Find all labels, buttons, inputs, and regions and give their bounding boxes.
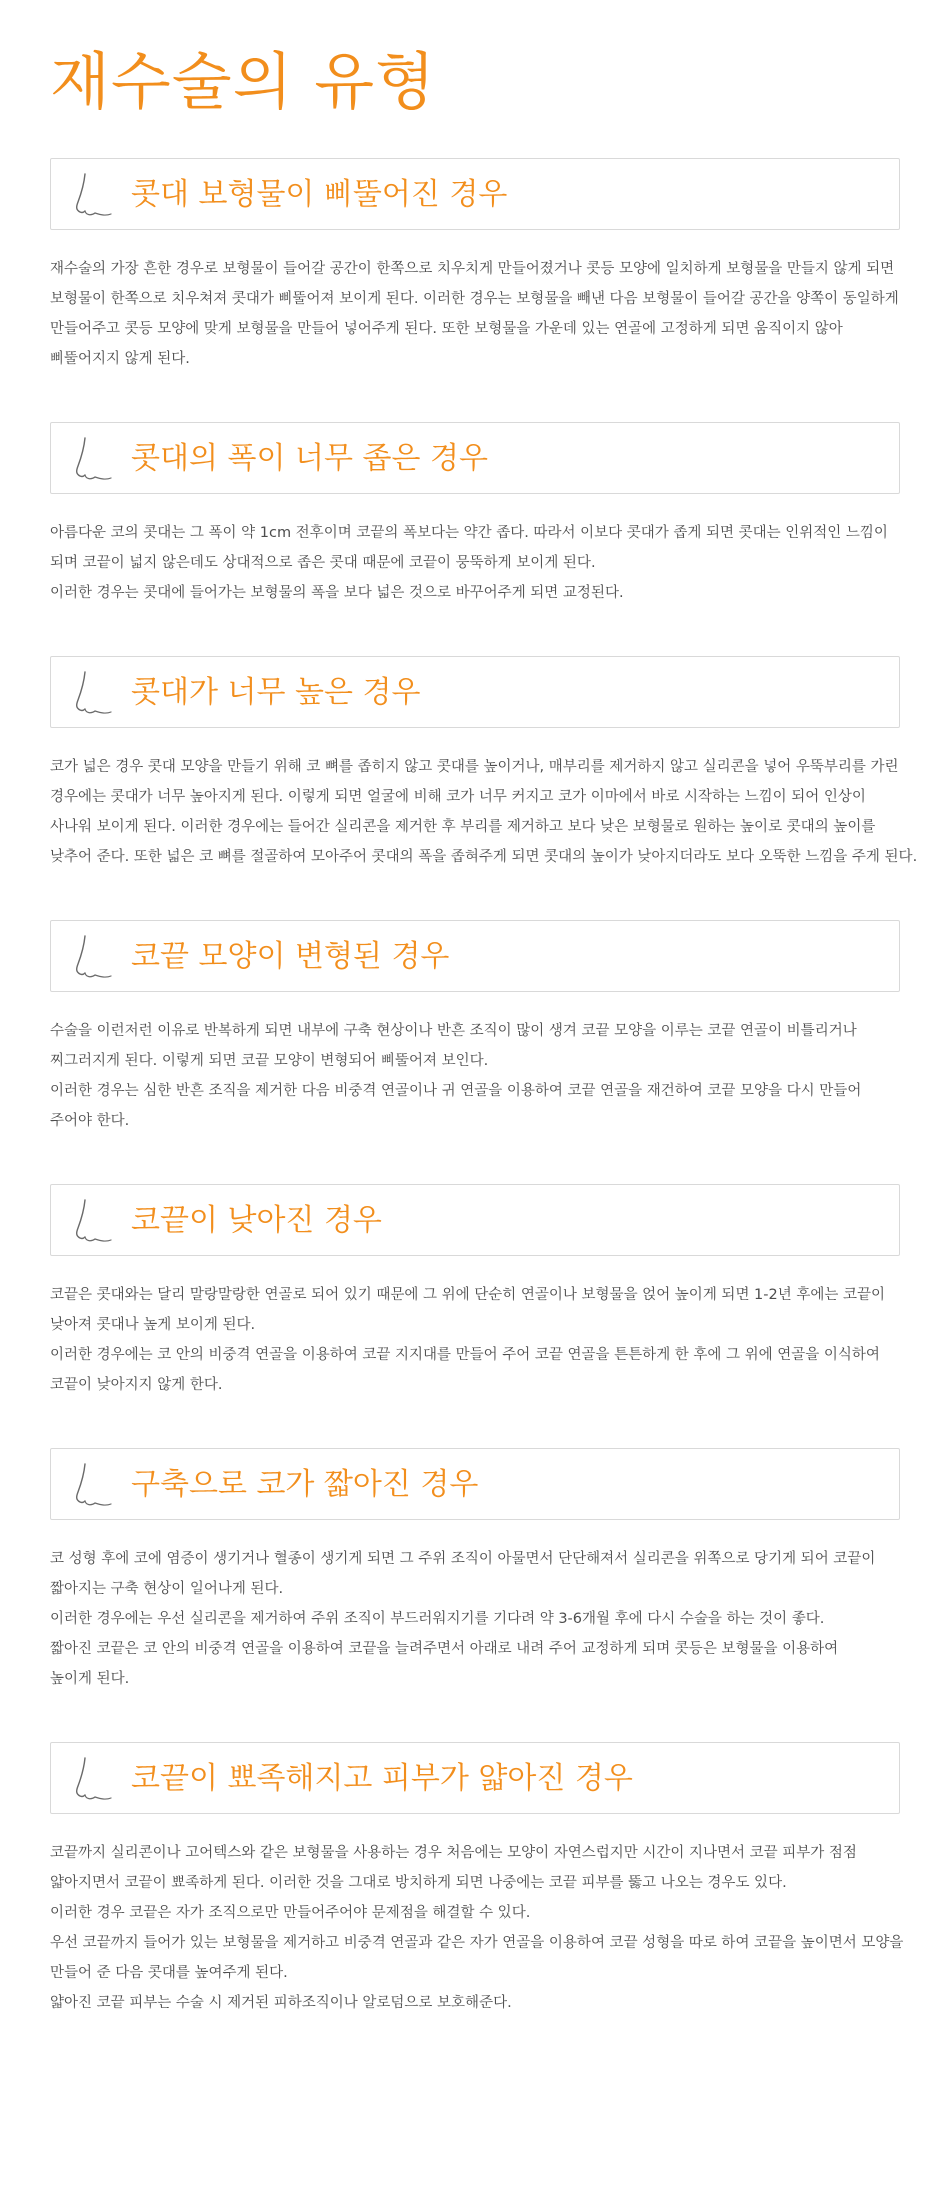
section-body-line: 경우에는 콧대가 너무 높아지게 된다. 이렇게 되면 얼굴에 비해 코가 너무 커지고 코가 이마에서 바로 시작하는 느낌이 되어 인상이 <box>50 789 866 805</box>
section-body-line: 주어야 한다. <box>50 1113 130 1129</box>
section-6 <box>50 1448 900 1694</box>
section-header <box>50 422 900 494</box>
section-body-line: 우선 코끝까지 들어가 있는 보형물을 제거하고 비중격 연골과 같은 자가 연골을 이용하여 코끝 성형을 따로 하여 코끝을 높이면서 모양을 <box>50 1935 904 1951</box>
section-body-line: 이러한 경우에는 코 안의 비중격 연골을 이용하여 코끝 지지대를 만들어 주어 코끝 연골을 튼튼하게 한 후에 그 위에 연골을 이식하여 <box>50 1347 880 1363</box>
section-title: 코끝이 낮아진 경우 <box>131 1203 382 1238</box>
section-body-line: 낮추어 준다. 또한 넓은 코 뼈를 절골하여 모아주어 콧대의 폭을 좁혀주게 되면 콧대의 높이가 낮아지더라도 보다 오뚝한 느낌을 주게 된다. <box>50 849 918 865</box>
section-body-line: 보형물이 한쪽으로 치우쳐져 콧대가 삐뚤어져 보이게 된다. 이러한 경우는 보형물을 빼낸 다음 보형물이 들어갈 공간을 양쪽이 동일하게 <box>50 291 899 307</box>
section-body-line: 수술을 이런저런 이유로 반복하게 되면 내부에 구축 현상이나 반흔 조직이 많이 생겨 코끝 모양을 이루는 코끝 연골이 비틀리거나 <box>50 1023 857 1039</box>
section-body-line: 높이게 된다. <box>50 1671 130 1687</box>
section-7 <box>50 1742 904 2018</box>
section-body-line: 삐뚤어지지 않게 된다. <box>50 351 190 367</box>
section-body-line: 되며 코끝이 넓지 않은데도 상대적으로 좁은 콧대 때문에 코끝이 뭉뚝하게 보이게 된다. <box>50 555 596 571</box>
section-header <box>50 1184 900 1256</box>
nose-profile-icon <box>73 172 113 220</box>
section-header <box>50 1448 900 1520</box>
section-body-line: 이러한 경우 코끝은 자가 조직으로만 만들어주어야 문제점을 해결할 수 있다. <box>50 1905 531 1921</box>
section-header <box>50 920 900 992</box>
section-1 <box>50 158 900 374</box>
section-body <box>50 1280 920 1400</box>
section-body-line: 만들어주고 콧등 모양에 맞게 보형물을 만들어 넣어주게 된다. 또한 보형물을 가운데 있는 연골에 고정하게 되면 움직이지 않아 <box>50 321 843 337</box>
section-body-line: 코끝은 콧대와는 달리 말랑말랑한 연골로 되어 있기 때문에 그 위에 단순히 연골이나 보형물을 얹어 높이게 되면 1-2년 후에는 코끝이 <box>50 1287 886 1303</box>
section-body-line: 찌그러지게 된다. 이렇게 되면 코끝 모양이 변형되어 삐뚤어져 보인다. <box>50 1053 489 1069</box>
section-body-line: 만들어 준 다음 콧대를 높여주게 된다. <box>50 1965 288 1981</box>
nose-profile-icon <box>73 1462 113 1510</box>
section-body <box>50 1544 920 1694</box>
section-body-line: 이러한 경우는 심한 반흔 조직을 제거한 다음 비중격 연골이나 귀 연골을 이용하여 코끝 연골을 재건하여 코끝 모양을 다시 만들어 <box>50 1083 862 1099</box>
section-title: 코끝이 뾰족해지고 피부가 얇아진 경우 <box>131 1761 633 1796</box>
section-5 <box>50 1184 900 1400</box>
section-body-line: 짧아지는 구축 현상이 일어나게 된다. <box>50 1581 284 1597</box>
section-body-line: 사나워 보이게 된다. 이러한 경우에는 들어간 실리콘을 제거한 후 부리를 제거하고 보다 낮은 보형물로 원하는 높이로 콧대의 높이를 <box>50 819 876 835</box>
section-title: 콧대가 너무 높은 경우 <box>131 675 421 710</box>
section-header <box>50 1742 900 1814</box>
section-body-line: 얇아진 코끝 피부는 수술 시 제거된 피하조직이나 알로덤으로 보호해준다. <box>50 1995 512 2011</box>
section-body <box>50 1838 920 2018</box>
nose-profile-icon <box>73 934 113 982</box>
section-2 <box>50 422 900 608</box>
section-body <box>50 518 920 608</box>
section-body-line: 얇아지면서 코끝이 뾰족하게 된다. 이러한 것을 그대로 방치하게 되면 나중에는 코끝 피부를 뚫고 나오는 경우도 있다. <box>50 1875 787 1891</box>
section-3 <box>50 656 918 872</box>
nose-profile-icon <box>73 1198 113 1246</box>
page-title: 재수술의 유형 <box>50 45 437 118</box>
section-4 <box>50 920 900 1136</box>
section-body-line: 아름다운 코의 콧대는 그 폭이 약 1cm 전후이며 코끝의 폭보다는 약간 좁다. 따라서 이보다 콧대가 좁게 되면 콧대는 인위적인 느낌이 <box>50 525 888 541</box>
nose-profile-icon <box>73 1756 113 1804</box>
section-body-line: 낮아져 콧대나 높게 보이게 된다. <box>50 1317 256 1333</box>
section-header <box>50 158 900 230</box>
section-body-line: 코끝이 낮아지지 않게 한다. <box>50 1377 223 1393</box>
nose-profile-icon <box>73 670 113 718</box>
section-body <box>50 1016 920 1136</box>
section-body-line: 짧아진 코끝은 코 안의 비중격 연골을 이용하여 코끝을 늘려주면서 아래로 내려 주어 교정하게 되며 콧등은 보형물을 이용하여 <box>50 1641 839 1657</box>
nose-profile-icon <box>73 436 113 484</box>
section-title: 콧대의 폭이 너무 좁은 경우 <box>131 441 488 476</box>
section-body-line: 재수술의 가장 흔한 경우로 보형물이 들어갈 공간이 한쪽으로 치우치게 만들어졌거나 콧등 모양에 일치하게 보형물을 만들지 않게 되면 <box>50 261 895 277</box>
section-body-line: 이러한 경우는 콧대에 들어가는 보형물의 폭을 보다 넓은 것으로 바꾸어주게 되면 교정된다. <box>50 585 624 601</box>
section-title: 구축으로 코가 짧아진 경우 <box>131 1467 479 1502</box>
section-body-line: 코가 넓은 경우 콧대 모양을 만들기 위해 코 뼈를 좁히지 않고 콧대를 높이거나, 매부리를 제거하지 않고 실리콘을 넣어 우뚝부리를 가린 <box>50 759 899 775</box>
section-body <box>50 254 920 374</box>
section-title: 코끝 모양이 변형된 경우 <box>131 939 450 974</box>
section-header <box>50 656 900 728</box>
section-body <box>50 752 920 872</box>
section-title: 콧대 보형물이 삐뚤어진 경우 <box>131 177 508 212</box>
section-body-line: 코끝까지 실리콘이나 고어텍스와 같은 보형물을 사용하는 경우 처음에는 모양이 자연스럽지만 시간이 지나면서 코끝 피부가 점점 <box>50 1845 857 1861</box>
section-body-line: 이러한 경우에는 우선 실리콘을 제거하여 주위 조직이 부드러워지기를 기다려 약 3-6개월 후에 다시 수술을 하는 것이 좋다. <box>50 1611 825 1627</box>
section-body-line: 코 성형 후에 코에 염증이 생기거나 혈종이 생기게 되면 그 주위 조직이 아물면서 단단해져서 실리콘을 위쪽으로 당기게 되어 코끝이 <box>50 1551 876 1567</box>
